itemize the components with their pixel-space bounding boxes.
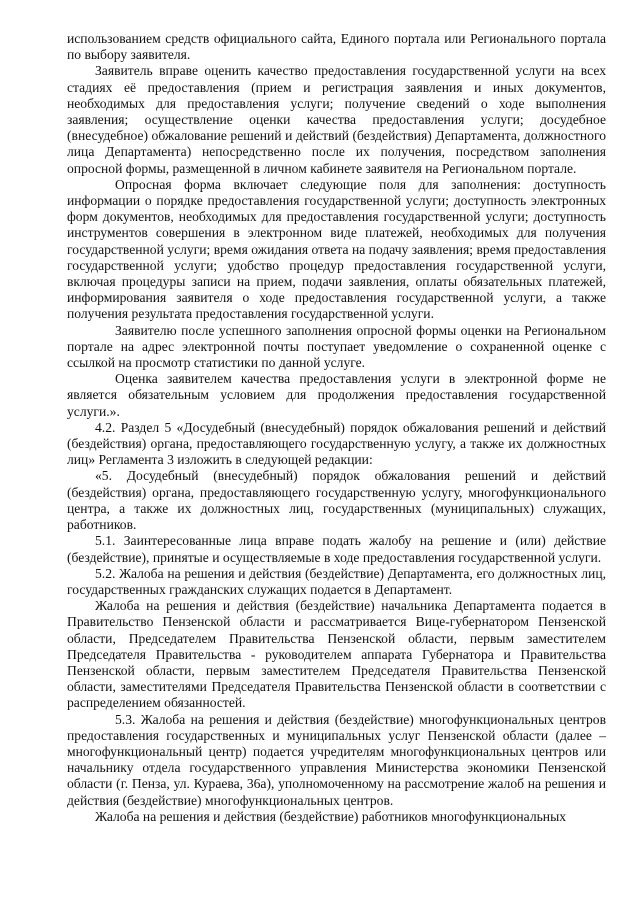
paragraph-optional-assessment: Оценка заявителем качества предоставления услуги в электронной форме не является обязательным условием для продолжения предоставления государственной услуги.». bbox=[67, 371, 606, 419]
paragraph-quality-assessment: Заявитель вправе оценить качество предоставления государственной услуги на всех стадиях её предоставления (прием и регистрация заявления и иных документов, необходимых для предоставления услуги; получение сведений о ходе выполнения заявления; осуществление оценки качества предоставления услуги; досудебное (внесудебное) обжалование решений и действий (бездействия) Департамента, должностного лица Департамента) непосредственно после их получения, посредством заполнения опросной формы, размещенной в личном кабинете заявителя на Региональном портале. bbox=[67, 63, 606, 176]
paragraph-section-4-2: 4.2. Раздел 5 «Досудебный (внесудебный) порядок обжалования решений и действий (бездействия) органа, предоставляющего государственную услугу, а также их должностных лиц» Регламента 3 изложить в следующей редакции: bbox=[67, 419, 606, 468]
paragraph-section-5-2: 5.2. Жалоба на решения и действия (бездействие) Департамента, его должностных лиц, государственных гражданских служащих подается в Департамент. bbox=[67, 565, 606, 597]
paragraph-head-complaint: Жалоба на решения и действия (бездействие) начальника Департамента подается в Правительство Пензенской области и рассматривается Вице-губернатором Пензенской области, Председателем Правительства Пензенской области, первым заместителем Председателя Правительства - руководителем аппарата Губернатора и Правительства Пензенской области, первым заместителем Председателя Правительства Пензенской области, заместителями Председателя Правительства Пензенской области в соответствии с распределением обязанностей. bbox=[67, 598, 606, 711]
paragraph-section-5-1: 5.1. Заинтересованные лица вправе подать жалобу на решение и (или) действие (бездействие), принятые и осуществляемые в ходе предоставления государственной услуги. bbox=[67, 533, 606, 565]
paragraph-survey-form: Опросная форма включает следующие поля для заполнения: доступность информации о порядке предоставления государственной услуги; доступность электронных форм документов, необходимых для предоставления государственной услуги; доступность инструментов совершения в электронном виде платежей, необходимых для получения государственной услуги; время ожидания ответа на подачу заявления; время предоставления государственной услуги; удобство процедур предоставления государственной услуги, включая процедуры записи на прием, подачи заявления, оплаты обязательных платежей, информирования заявителя о ходе предоставления государственной услуги, а также получения результата предоставления государственной услуги. bbox=[67, 176, 606, 322]
paragraph-continuation: использованием средств официального сайта, Единого портала или Регионального портала по выбору заявителя. bbox=[67, 31, 606, 63]
paragraph-notification: Заявителю после успешного заполнения опросной формы оценки на Региональном портале на адрес электронной почты поступает уведомление о сохраненной оценке с ссылкой на просмотр статистики по данной услуге. bbox=[67, 322, 606, 371]
paragraph-section-5-heading: «5. Досудебный (внесудебный) порядок обжалования решений и действий (бездействия) органа, предоставляющего государственную услугу, многофункционального центра, а также их должностных лиц, государственных (муниципальных) служащих, работников. bbox=[67, 468, 606, 533]
paragraph-section-5-3: 5.3. Жалоба на решения и действия (бездействие) многофункциональных центров предоставления государственных и муниципальных услуг Пензенской области (далее – многофункциональный центр) подается учредителям многофункциональных центров или начальнику отдела государственного управления Министерства экономики Пензенской области (г. Пенза, ул. Кураева, 36а), уполномоченному на рассмотрение жалоб на решения и действия (бездействие) многофункциональных центров. bbox=[67, 711, 606, 808]
paragraph-mfc-workers: Жалоба на решения и действия (бездействие) работников многофункциональных bbox=[95, 808, 567, 824]
